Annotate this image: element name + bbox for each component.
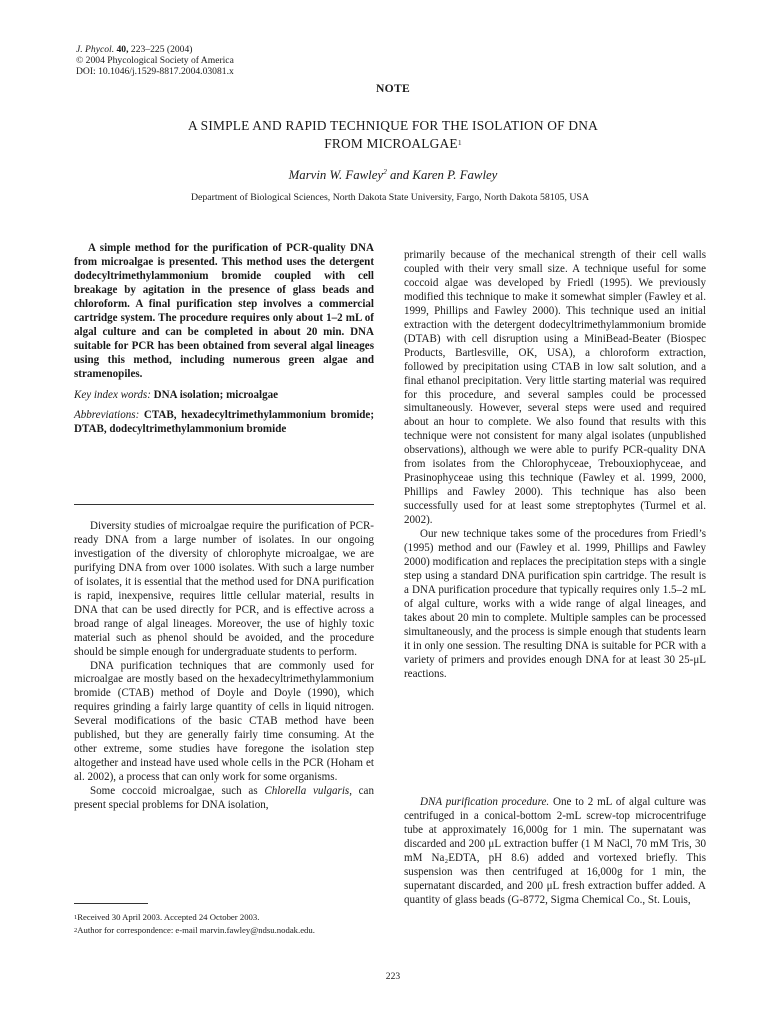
footnote-mark: 2 — [74, 927, 78, 934]
title-line-2 — [108, 135, 678, 153]
procedure-section — [404, 796, 706, 908]
paragraph — [74, 785, 374, 813]
journal-header — [76, 44, 234, 78]
section-label: NOTE — [375, 82, 411, 95]
paragraph: primarily because of the mechanical strength of their cell walls coupled with their very small size. A technique useful for some coccoid algae was developed by Friedl (1995). We previously modified this technique to make it somewhat simpler (Fawley et al. 1999, Phillips and Fawley 2000). This technique used an initial extraction with the detergent dodecyltrimethylammonium bromide (DTAB) with cell disruption using a MiniBead-Beater (Biospec Products, Bartlesville, OK, USA), a chloroform extraction, followed by precipitation using CTAB in low salt solution, and a final ethanol precipitation. Very little starting material was required for this procedure, and several samples could be processed simultaneously. However, several steps were used and required about an hour to complete. We also found that results with this technique were not consistent for many algal isolates (unpublished observations), although we were able to purify PCR-quality DNA from isolates from the Chlorophyceae, Trebouxiophyceae, and Prasinophyceae using this technique (Fawley et al. 1999, 2000, Phillips and Fawley 2000). This technique has also been successfully used for at least some streptophytes (Turmel et al. 2002). — [404, 249, 706, 527]
title-line-1: A SIMPLE AND RAPID TECHNIQUE FOR THE ISOLATION OF DNA — [188, 118, 598, 133]
paragraph: DNA purification techniques that are commonly used for microalgae are mostly based on the hexadecyltrimethylammonium bromide (CTAB) method of Doyle and Doyle (1990), which requires grinding a fairly large quantity of cells in liquid nitrogen. Several modifications of the basic CTAB method have been published, but they are generally fairly time consuming. At the other extreme, some studies have foregone the isolation step altogether and instead have used whole cells in the PCR (Hoham et al. 2002), a process that can only work for some organisms. — [74, 659, 374, 784]
volume: 40, — [116, 44, 129, 55]
author-line — [0, 168, 768, 183]
procedure-heading: DNA purification procedure. — [420, 796, 550, 808]
title-footnote-mark: 1 — [457, 138, 462, 147]
paragraph: Diversity studies of microalgae require the purification of PCR-ready DNA from a large number of isolates. In our ongoing investigation of the diversity of chlorophyte microalgae, we are purifying DNA from over 1000 isolates. With such a large number of isolates, it is essential that the method used for DNA purification is rapid, inexpensive, requires little cellular material, results in DNA that can be used directly for PCR, and is effective across a broad range of algal lineages. Moreover, the use of highly toxic material such as phenol should be avoided, and the procedure should be simple enough for undergraduate students to perform. — [74, 520, 374, 658]
abbreviations-label: Abbreviations: — [74, 409, 140, 422]
affiliation: Department of Biological Sciences, North Dakota State University, Fargo, North Dakota 58105, USA — [190, 192, 590, 203]
abbreviations-value: CTAB, hexadecyltrimethylammonium bromide; DTAB, dodecyltrimethylammonium bromide — [74, 409, 375, 436]
keywords-value: DNA isolation; microalgae — [153, 388, 279, 401]
keywords — [74, 389, 374, 403]
abbreviations — [74, 409, 374, 437]
species-name: Chlorella vulgaris — [264, 785, 350, 798]
article-title — [108, 117, 678, 153]
title-line-2-text: FROM MICROALGAE — [324, 136, 458, 151]
left-column-body — [74, 520, 374, 813]
footnote-1 — [74, 912, 374, 923]
author-1: Marvin W. Fawley — [288, 168, 384, 182]
copyright-line: © 2004 Phycological Society of America — [76, 55, 234, 67]
page-number: 223 — [385, 971, 401, 982]
page-range: 223–225 (2004) — [130, 44, 193, 55]
paragraph — [404, 796, 706, 908]
abstract-divider — [74, 504, 374, 505]
author-2: and Karen P. Fawley — [386, 168, 498, 182]
footnote-2 — [74, 925, 374, 936]
abstract-block — [74, 242, 374, 437]
citation-line — [76, 44, 234, 55]
footnote-text: Received 30 April 2003. Accepted 24 October 2003. — [77, 912, 260, 922]
doi-line: DOI: 10.1046/j.1529-8817.2004.03081.x — [76, 66, 234, 78]
abstract-text: A simple method for the purification of PCR-quality DNA from microalgae is presented. This method uses the detergent dodecyltrimethylammonium bromide coupled with cell breakage by agitation in the presence of glass beads and chloroform. A final purification step involves a commercial cartridge system. The procedure requires only about 1–2 mL of algal culture and can be completed in about 20 min. DNA suitable for PCR has been obtained from several algal lineages using this method, including numerous green algae and stramenopiles. — [74, 242, 374, 380]
author-footnote-mark: 2 — [383, 167, 387, 176]
journal-abbrev: J. Phycol. — [76, 44, 115, 55]
paragraph: Our new technique takes some of the procedures from Friedl’s (1995) method and our (Fawley et al. 1999, Phillips and Fawley 2000) modification and replaces the precipitation steps with a single step using a standard DNA purification spin cartridge. The result is a DNA purification procedure that typically requires only 1.5–2 mL of algal culture, works with a wide range of algal lineages, and takes about 20 min to complete. Multiple samples can be processed simultaneously, and the process is simple enough that students learn it in only one session. The resulting DNA is suitable for PCR with a variety of primers and provides enough DNA for at least 30 25-μL reactions. — [404, 528, 706, 680]
footnote-text: Author for correspondence: e-mail marvin.fawley@ndsu.nodak.edu. — [77, 925, 315, 935]
footnote-divider — [74, 903, 148, 904]
keywords-label: Key index words: — [74, 388, 151, 401]
paragraph-text: One to 2 mL of algal culture was centrifuged in a conical-bottom 2-mL screw-top microcentrifuge tube at approximately 16,000g for 1 min. The supernatant was discarded and 200 μL extraction buffer (1 M NaCl, 70 mM Tris, 30 mM Na₂EDTA, pH 8.6) added and vortexed briefly. This suspension was then centrifuged at 16,000g for 1 min, the supernatant discarded, and 200 μL fresh extraction buffer added. A quantity of glass beads (G-8772, Sigma Chemical Co., St. Louis, — [404, 796, 706, 906]
right-column-body — [404, 249, 706, 682]
footnote-mark: 1 — [74, 914, 78, 921]
paragraph-text: , can present special problems for DNA isolation, — [74, 785, 374, 812]
paragraph-text: Some coccoid microalgae, such as — [90, 785, 265, 798]
